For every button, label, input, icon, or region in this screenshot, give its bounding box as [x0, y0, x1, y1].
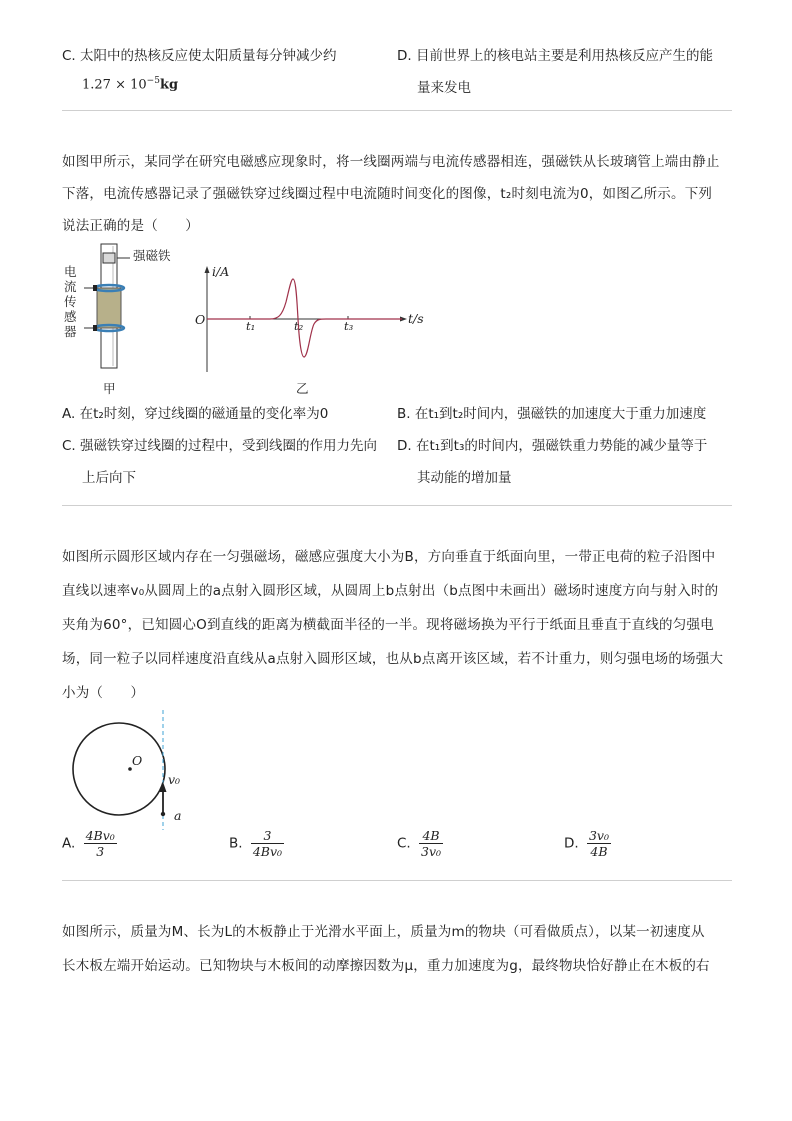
origin-label: O: [195, 312, 206, 327]
prev-option-c-unit: kg: [159, 77, 179, 93]
q2-stem-line2: 直线以速率v₀从圆周上的a点射入圆形区域，从圆周上b点射出（b点图中未画出）磁场时速度方向与射入时的: [62, 583, 719, 599]
figure-jia-caption: 甲: [103, 381, 116, 396]
prev-option-c-exponent: −5: [146, 76, 160, 86]
q2-option-c-fraction: [419, 828, 443, 859]
q2-stem-line3: 夹角为60°，已知圆心O到直线的距离为横截面半径的一半。现将磁场换为平行于纸面且垂直于直线的匀强电: [62, 617, 714, 633]
numerator: 4B: [419, 828, 443, 844]
magnet-shape: [103, 253, 115, 263]
q2-stem-line5: 小为（ ）: [62, 685, 145, 701]
sensor-label-char: 传: [64, 294, 77, 309]
divider: [62, 505, 732, 506]
q2-option-b[interactable]: [229, 828, 284, 859]
tick-t2: t₂: [294, 319, 304, 333]
y-axis-label: i/A: [212, 264, 230, 279]
figure-yi: [190, 262, 430, 382]
sensor-label-char: 流: [64, 279, 77, 294]
q1-option-b[interactable]: B. 在t₁到t₂时间内，强磁铁的加速度大于重力加速度: [397, 406, 707, 422]
q1-stem: [62, 146, 732, 242]
sensor-label: [64, 264, 78, 339]
q2-option-b-fraction: [251, 828, 284, 859]
prev-option-c-line1: C. 太阳中的热核反应使太阳质量每分钟减少约: [62, 48, 337, 64]
q3-stem-line1: 如图所示，质量为M、长为L的木板静止于光滑水平面上，质量为m的物块（可看做质点），以某一初速度从: [62, 924, 705, 940]
q2-option-a-fraction: [84, 828, 117, 859]
q2-stem-line4: 场，同一粒子以同样速度沿直线从a点射入圆形区域，也从b点离开该区域，若不计重力，则匀强电场的场强大: [62, 651, 724, 667]
center-label: O: [132, 753, 143, 768]
q1-option-d-line1[interactable]: D. 在t₁到t₃的时间内，强磁铁重力势能的减少量等于: [397, 438, 708, 454]
q1-stem-line3: 说法正确的是（ ）: [62, 218, 199, 234]
current-curve: [207, 279, 402, 357]
q2-option-b-letter: B.: [229, 835, 243, 852]
q2-option-d-fraction: [587, 828, 611, 859]
tick-t1: t₁: [246, 319, 256, 333]
q2-option-a[interactable]: [62, 828, 117, 859]
q2-stem: [62, 540, 732, 710]
q2-option-a-letter: A.: [62, 835, 76, 852]
magnet-label: 强磁铁: [133, 248, 171, 263]
q3-stem: [62, 915, 732, 983]
velocity-label: v₀: [168, 772, 181, 787]
q1-option-a[interactable]: A. 在t₂时刻，穿过线圈的磁通量的变化率为0: [62, 406, 329, 422]
sensor-label-char: 器: [64, 324, 77, 339]
prev-option-c-mantissa: 1.27 × 10: [82, 77, 147, 93]
point-a-dot: [161, 812, 165, 816]
q1-stem-line1: 如图甲所示，某同学在研究电磁感应现象时，将一线圈两端与电流传感器相连，强磁铁从长玻璃管上端由静止: [62, 154, 720, 170]
denominator: 3v₀: [421, 844, 442, 859]
q2-option-c-letter: C.: [397, 835, 411, 852]
denominator: 3: [96, 844, 105, 859]
figure-yi-caption: 乙: [296, 381, 309, 396]
numerator: 4Bv₀: [85, 828, 115, 843]
prev-option-d-line2: 量来发电: [417, 80, 471, 96]
denominator: 4B: [590, 844, 608, 859]
q3-stem-line2: 长木板左端开始运动。已知物块与木板间的动摩擦因数为μ，重力加速度为g，最终物块恰好静止在木板的右: [62, 958, 710, 974]
tick-t3: t₃: [344, 319, 354, 333]
q2-option-c[interactable]: [397, 828, 443, 859]
prev-option-c-value: [82, 76, 178, 92]
field-circle: [73, 723, 165, 815]
coil-shape: [97, 288, 121, 328]
denominator: 4Bv₀: [252, 844, 283, 859]
numerator: 3: [251, 828, 284, 844]
sensor-label-char: 感: [64, 309, 77, 324]
q1-option-c-line1[interactable]: C. 强磁铁穿过线圈的过程中，受到线圈的作用力先向: [62, 438, 378, 454]
q1-option-c-line2[interactable]: 上后向下: [82, 470, 136, 486]
q2-stem-line1: 如图所示圆形区域内存在一匀强磁场，磁感应强度大小为B，方向垂直于纸面向里，一带正电荷的粒子沿图中: [62, 549, 716, 565]
divider: [62, 110, 732, 111]
sensor-label-char: 电: [64, 264, 77, 279]
divider: [62, 880, 732, 881]
q2-option-d-letter: D.: [564, 835, 579, 852]
q2-option-d[interactable]: [564, 828, 611, 859]
numerator: 3v₀: [588, 828, 610, 843]
x-axis-label: t/s: [408, 311, 424, 326]
q1-stem-line2: 下落，电流传感器记录了强磁铁穿过线圈过程中电流随时间变化的图像，t₂时刻电流为0，如图乙所示。下列: [62, 186, 713, 202]
prev-option-d-line1: D. 目前世界上的核电站主要是利用热核反应产生的能: [397, 48, 713, 64]
q1-option-d-line2[interactable]: 其动能的增加量: [417, 470, 512, 486]
point-a-label: a: [174, 808, 182, 823]
